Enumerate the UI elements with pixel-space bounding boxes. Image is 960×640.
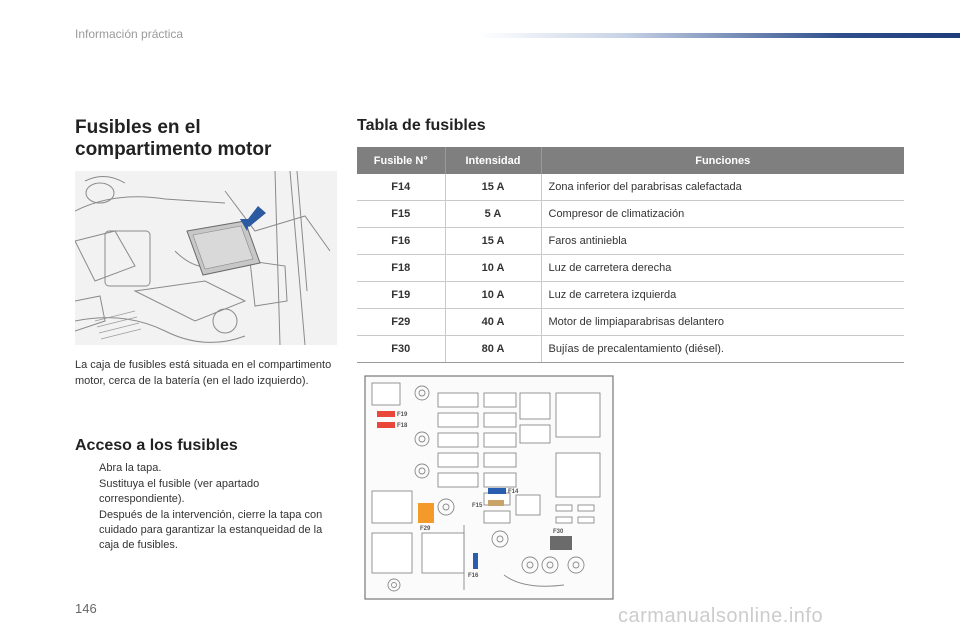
fuse-function: Luz de carretera derecha [541, 255, 904, 282]
fuse-f29-label: F29 [420, 526, 431, 532]
step-text: Sustituya el fusible (ver apartado correspondiente). [99, 478, 260, 505]
fuse-number: F14 [357, 174, 445, 201]
title-line-1: Fusibles en el [75, 117, 201, 138]
fuse-number: F15 [357, 201, 445, 228]
fuse-function: Compresor de climatización [541, 201, 904, 228]
intro-paragraph: La caja de fusibles está situada en el compartimento motor, cerca de la batería (en el lado izquierdo). [75, 359, 332, 387]
fuse-function: Motor de limpiaparabrisas delantero [541, 309, 904, 336]
fuse-f16-marker [473, 553, 478, 569]
fuse-f19-label: F19 [397, 412, 408, 418]
fuse-amps: 80 A [445, 336, 541, 363]
fuse-number: F18 [357, 255, 445, 282]
header-gradient-bar [478, 33, 960, 38]
fuse-f15-marker [488, 500, 504, 506]
watermark-text: carmanualsonline.info [618, 605, 824, 627]
fuse-number: F19 [357, 282, 445, 309]
fuse-amps: 15 A [445, 174, 541, 201]
fuse-f18-marker [377, 422, 395, 428]
table-row [357, 228, 904, 255]
header-fuse-number: Fusible N° [357, 147, 445, 174]
fuse-f14-label: F14 [508, 489, 519, 495]
step-item [75, 461, 345, 476]
section-header: Información práctica [75, 27, 184, 41]
fuse-f30-label: F30 [553, 529, 564, 535]
fuse-amps: 10 A [445, 255, 541, 282]
fuse-function: Luz de carretera izquierda [541, 282, 904, 309]
fuse-amps: 15 A [445, 228, 541, 255]
fuse-number: F16 [357, 228, 445, 255]
fuse-f30-marker [550, 536, 572, 550]
table-row [357, 336, 904, 363]
step-text: Después de la intervención, cierre la tapa con cuidado para garantizar la estanqueidad de la caja de fusibles. [99, 509, 323, 551]
table-row [357, 309, 904, 336]
fuse-function: Bujías de precalentamiento (diésel). [541, 336, 904, 363]
fuse-amps: 5 A [445, 201, 541, 228]
table-row [357, 201, 904, 228]
fuse-amps: 10 A [445, 282, 541, 309]
fuse-f19-marker [377, 411, 395, 417]
fuse-f29-marker [418, 503, 434, 523]
step-text: Abra la tapa. [99, 462, 162, 474]
header-functions: Funciones [541, 147, 904, 174]
fuse-function: Zona inferior del parabrisas calefactada [541, 174, 904, 201]
engine-illustration [75, 171, 337, 345]
header-intensity: Intensidad [445, 147, 541, 174]
fuse-box-svg [364, 375, 614, 600]
engine-compartment-photo [75, 171, 337, 345]
fuse-function: Faros antiniebla [541, 228, 904, 255]
fuse-number: F30 [357, 336, 445, 363]
fuse-f18-label: F18 [397, 423, 408, 429]
table-row [357, 174, 904, 201]
page-number: 146 [75, 601, 97, 616]
fuse-amps: 40 A [445, 309, 541, 336]
table-row [357, 255, 904, 282]
step-item [75, 508, 345, 553]
fuse-f16-label: F16 [468, 573, 479, 579]
access-steps-list [75, 461, 345, 554]
access-heading: Acceso a los fusibles [75, 437, 238, 454]
fuse-box-diagram [364, 375, 614, 600]
step-item [75, 477, 345, 507]
table-header-row [357, 147, 904, 174]
fuse-table [357, 147, 904, 363]
fuse-f14-marker [488, 488, 506, 494]
fuse-number: F29 [357, 309, 445, 336]
page-title [75, 117, 335, 161]
table-heading: Tabla de fusibles [357, 117, 486, 134]
title-line-2: compartimento motor [75, 139, 272, 160]
table-row [357, 282, 904, 309]
fuse-f15-label: F15 [472, 503, 483, 509]
